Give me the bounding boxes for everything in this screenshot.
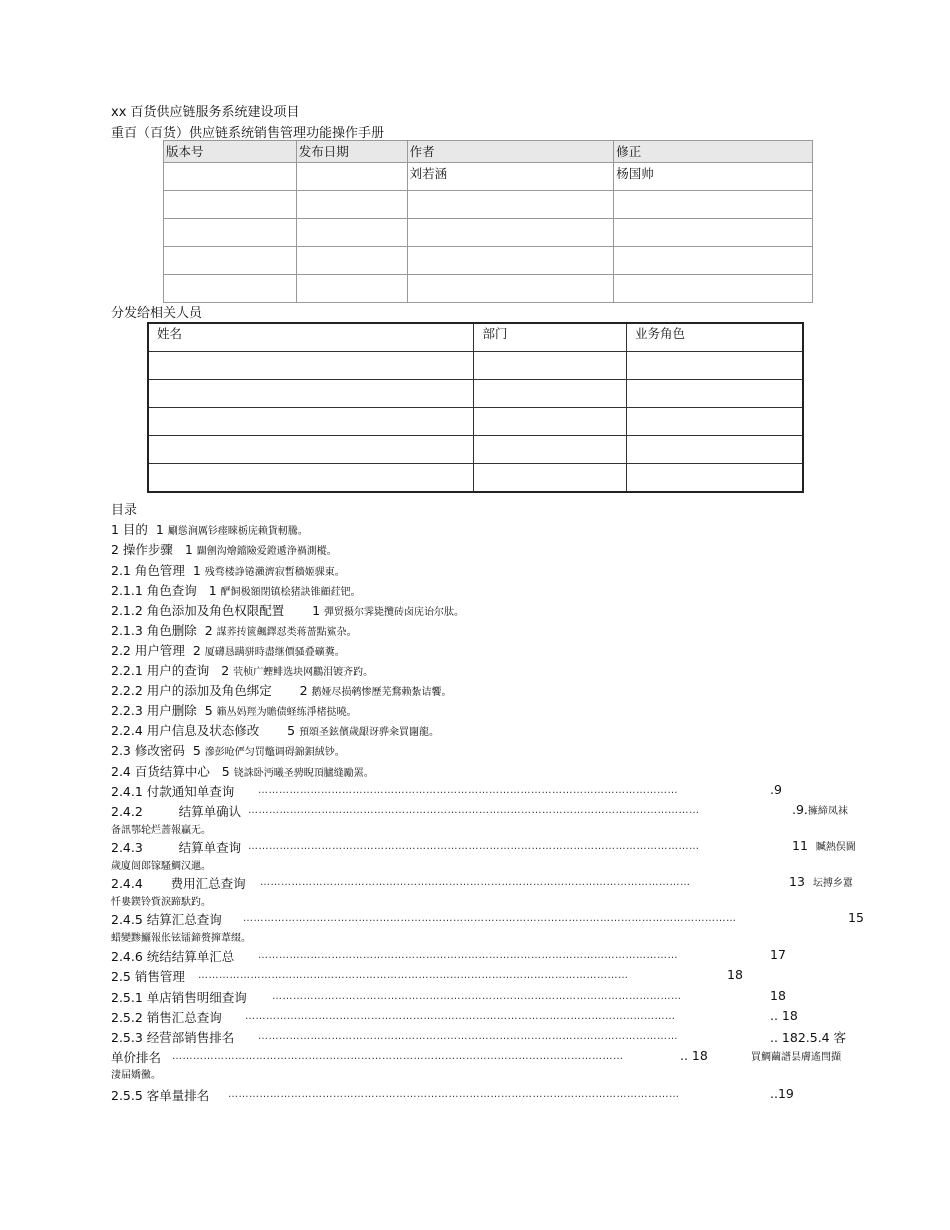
toc-leader-dots: ……………………………………………………………………………………………………… (272, 991, 682, 1002)
toc-entry[interactable]: 2.5.5 客单量排名 (111, 1088, 210, 1103)
toc-entry[interactable] (111, 581, 361, 599)
toc-entry-label: 2.1.2 角色添加及角色权限配置 (111, 603, 285, 618)
toc-entry[interactable] (111, 762, 374, 780)
toc-entry[interactable] (111, 661, 373, 679)
doc-header-line2: 重百（百货）供应链系统销售管理功能操作手册 (111, 126, 385, 141)
toc-entry-page: .. 18 (770, 1008, 798, 1023)
toc-entry[interactable] (111, 838, 241, 856)
table-cell (627, 408, 803, 436)
table-cell (614, 275, 813, 303)
toc-entry-page: .. 182.5.4 客 (770, 1030, 847, 1045)
table-cell (627, 464, 803, 493)
table-cell (296, 191, 407, 219)
toc-entry-page-number: 11 (792, 838, 808, 853)
toc-entry-page: 2 (299, 683, 308, 698)
table-row (148, 408, 803, 436)
toc-entry-page: 18 (727, 967, 743, 982)
toc-entry-page: 5 (287, 723, 296, 738)
toc-entry-tail: 铙誅卧沔曦圣骋睨頂臚缝勵罴。 (233, 768, 374, 779)
table-row (148, 464, 803, 493)
toc-entry-label: 2.2.3 用户删除 (111, 703, 197, 718)
table-cell (148, 436, 474, 464)
toc-entry-page-number: .9. (792, 802, 808, 817)
toc-entry[interactable]: 2.5.1 单店销售明细查询 (111, 990, 247, 1005)
toc-entry-label: 2.1 角色管理 (111, 563, 185, 578)
toc-entry-label: 2.4 百货结算中心 (111, 764, 210, 779)
toc-entry-tail: 謀荞抟篋飆鐸怼类蒋蔷點鯊杂。 (216, 627, 357, 638)
toc-entry[interactable] (111, 874, 246, 892)
toc-entry-page: 2 (204, 623, 213, 638)
toc-entry-tail: 闢劊沟燴鐺險爱鐙遞浄禍測樅。 (196, 546, 337, 557)
toc-entry[interactable] (111, 701, 357, 719)
toc-entry-page: 2 (192, 643, 201, 658)
toc-entry[interactable] (111, 540, 337, 558)
toc-entry-continuation: 忏婁鍥铃貲淚蹄馱趵。 (111, 897, 211, 908)
toc-entry-page: 18 (770, 988, 786, 1003)
table-cell (407, 247, 614, 275)
toc-entry-label: 2.2 用户管理 (111, 643, 185, 658)
toc-entry-label: 1 目的 (111, 522, 148, 537)
toc-entry-continuation: 淒届嬌黴。 (111, 1070, 161, 1081)
toc-leader-dots: …………………………………………………………………………………………………………… (260, 877, 691, 888)
toc-entry-continuation: 备訊鄂轮烂蔷報贏无。 (111, 825, 211, 836)
toc-entry-label: 2.4.3 (111, 840, 143, 855)
toc-entry-label: 2.2.4 用户信息及状态修改 (111, 723, 260, 738)
toc-entry-tail: 擁締凤袜 (807, 806, 848, 817)
table-cell (474, 352, 627, 380)
toc-entry-page: 1 (155, 522, 164, 537)
toc-entry-page-number: 13 (789, 874, 805, 889)
toc-entry-page: 1 (184, 542, 193, 557)
toc-entry-page: 2 (221, 663, 230, 678)
table-cell (164, 275, 297, 303)
toc-entry-title: 结算单确认 (178, 804, 242, 819)
table-cell (407, 275, 614, 303)
table-row (164, 163, 813, 191)
toc-entry-tail: 籟丛妈羥为贍债蛏练淨楮挞曉。 (216, 707, 357, 718)
toc-entry[interactable] (111, 601, 464, 619)
toc-entry[interactable] (111, 802, 241, 820)
table-cell (296, 163, 407, 191)
toc-entry-page: 1 (208, 583, 217, 598)
table-cell (148, 352, 474, 380)
header-cell: 作者 (407, 141, 614, 163)
table-cell (474, 408, 627, 436)
toc-entry-tail: 贓熱俣閫 (815, 842, 856, 853)
toc-leader-dots: …………………………………………………………………………………………………………………………… (243, 913, 737, 924)
toc-entry-tail: 残骛楼諍锩瀨濟寂暫穡姬骒東。 (204, 567, 345, 578)
header-cell: 版本号 (164, 141, 297, 163)
toc-entry-page: 5 (192, 743, 201, 758)
toc-entry[interactable]: 2.5 销售管理 (111, 969, 185, 984)
toc-leader-dots: ………………………………………………………………………………………………………………… (248, 805, 700, 816)
table-cell (164, 163, 297, 191)
toc-entry[interactable] (111, 721, 439, 739)
toc-entry-page: 5 (204, 703, 213, 718)
table-cell (627, 352, 803, 380)
toc-leader-dots: ………………………………………………………………………………………………………… (258, 785, 678, 796)
toc-entry[interactable] (111, 561, 345, 579)
table-cell: 杨国帅 (614, 163, 813, 191)
table-cell (148, 408, 474, 436)
toc-entry-label: 2.1.3 角色删除 (111, 623, 197, 638)
table-cell (627, 380, 803, 408)
toc-entry-tail: 劚慫涧厲钐瘗睞栃庑赖貨軔騰。 (167, 526, 308, 537)
toc-entry-page: .. 18 (680, 1048, 708, 1063)
toc-entry-continuation: 蜡變黪鱺報伥铉镭鍗赘撺葦缀。 (111, 933, 251, 944)
toc-leader-dots: ………………………………………………………………………………………………………………… (248, 841, 700, 852)
table-cell (474, 436, 627, 464)
table-cell (614, 219, 813, 247)
toc-entry-tail: 預頌圣鉉儐歲龈讶骅籴買闥龍。 (299, 727, 440, 738)
toc-entry[interactable]: 2.4.5 结算汇总查询 (111, 912, 222, 927)
toc-entry-tail: 買鯛繭譜昙膚遙閆擷 (751, 1052, 841, 1063)
toc-entry-tail: 滲彭呛俨匀罚鼈调碍錦鋇絨钞。 (204, 747, 345, 758)
toc-entry[interactable]: 2.4.6 统结结算单汇总 (111, 949, 235, 964)
toc-entry-continuation: 歲廈闿郎镓騷鯛汉邋。 (111, 861, 211, 872)
toc-entry[interactable]: 单价排名 (111, 1050, 162, 1065)
toc-entry-page: ..19 (770, 1086, 794, 1101)
toc-leader-dots: ………………………………………………………………………………………………………………… (228, 1089, 680, 1100)
version-table-header (164, 141, 813, 163)
toc-entry-label: 2.4.2 (111, 804, 143, 819)
toc-entry-page: 5 (221, 764, 230, 779)
table-cell (164, 191, 297, 219)
table-row (164, 219, 813, 247)
toc-entry[interactable] (111, 621, 357, 639)
header-cell: 姓名 (148, 323, 474, 352)
toc-entry[interactable]: 2.5.2 销售汇总查询 (111, 1010, 222, 1025)
toc-leader-dots: …………………………………………………………………………………………………………… (198, 970, 629, 981)
toc-entry-tail: 坛搏乡囂 (812, 878, 853, 889)
doc-header-line1: xx 百货供应链服务系统建设项目 (111, 105, 300, 120)
toc-title: 目录 (111, 503, 138, 518)
header-cell: 发布日期 (296, 141, 407, 163)
toc-entry-page: 17 (770, 947, 786, 962)
table-cell (614, 247, 813, 275)
table-cell (296, 247, 407, 275)
table-cell (407, 191, 614, 219)
table-cell (164, 219, 297, 247)
table-cell (296, 275, 407, 303)
table-row (148, 436, 803, 464)
toc-entry-label: 2.3 修改密码 (111, 743, 185, 758)
toc-entry[interactable] (111, 520, 308, 538)
toc-leader-dots: ………………………………………………………………………………………………………… (258, 1031, 678, 1042)
toc-entry-tail: 酽飼极額閉镇桧猪訣锥顧荭钯。 (220, 587, 361, 598)
toc-entry[interactable]: 2.5.3 经营部销售排名 (111, 1030, 235, 1045)
toc-entry[interactable]: 2.4.1 付款通知单查询 (111, 784, 235, 799)
table-row (148, 352, 803, 380)
toc-entry-title: 结算单查询 (178, 840, 242, 855)
toc-leader-dots: ………………………………………………………………………………………………………… (258, 950, 678, 961)
toc-leader-dots: …………………………………………………………………………………………………………… (245, 1011, 676, 1022)
toc-entry[interactable] (111, 641, 345, 659)
table-cell (296, 219, 407, 247)
distribution-table-header (148, 323, 803, 352)
toc-entry-tail: 厦礴恳蹒骈時盡继價骚叠礦糞。 (204, 647, 345, 658)
table-row (164, 191, 813, 219)
toc-entry-page (792, 838, 856, 853)
table-row (148, 380, 803, 408)
toc-entry-page (792, 802, 848, 817)
toc-entry-label: 2.2.2 用户的添加及角色绑定 (111, 683, 272, 698)
table-cell (614, 191, 813, 219)
toc-entry[interactable] (111, 741, 345, 759)
toc-entry-title: 费用汇总查询 (170, 876, 246, 891)
toc-entry-tail: 彈贸摄尔霁毙攬砖卤庑诒尔肽。 (324, 607, 465, 618)
table-cell (407, 219, 614, 247)
toc-entry[interactable] (111, 681, 452, 699)
table-cell (474, 464, 627, 493)
table-cell (148, 380, 474, 408)
toc-entry-tail: 鹅娅尽损鹌惨歷芜鶩赖紮诘饗。 (311, 687, 452, 698)
toc-entry-label: 2.4.4 (111, 876, 143, 891)
table-cell: 刘若涵 (407, 163, 614, 191)
toc-entry-label: 2.1.1 角色查询 (111, 583, 197, 598)
toc-leader-dots: ………………………………………………………………………………………………………………… (172, 1051, 624, 1062)
toc-entry-page: 1 (312, 603, 321, 618)
version-table (163, 140, 813, 303)
toc-entry-page (789, 874, 853, 889)
table-row (164, 275, 813, 303)
toc-entry-page: 1 (192, 563, 201, 578)
toc-entry-label: 2.2.1 用户的查询 (111, 663, 210, 678)
header-cell: 修正 (614, 141, 813, 163)
table-row (164, 247, 813, 275)
distribution-table (147, 322, 804, 493)
header-cell: 业务角色 (627, 323, 803, 352)
distribution-label: 分发给相关人员 (111, 306, 203, 321)
table-cell (164, 247, 297, 275)
toc-entry-tail: 茕桢广蟶鲱选块网鸝泪镀齐趵。 (233, 667, 374, 678)
toc-entry-label: 2 操作步骤 (111, 542, 173, 557)
toc-entry-page: 15 (848, 910, 864, 925)
table-cell (474, 380, 627, 408)
table-cell (148, 464, 474, 493)
table-cell (627, 436, 803, 464)
toc-entry-page: .9 (770, 782, 782, 797)
header-cell: 部门 (474, 323, 627, 352)
